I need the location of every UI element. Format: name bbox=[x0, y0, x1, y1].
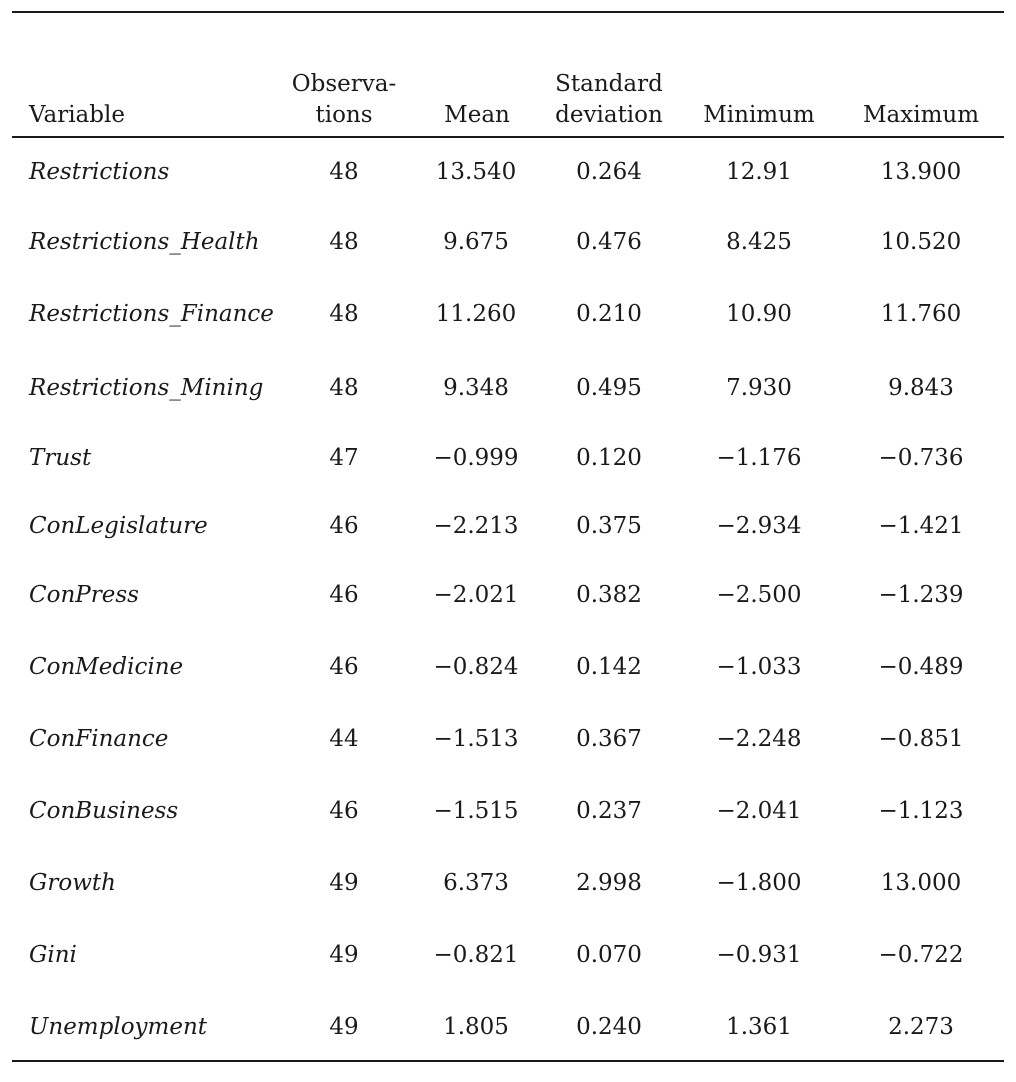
cell-sd: 0.142 bbox=[576, 654, 642, 680]
cell-sd: 0.367 bbox=[576, 726, 642, 752]
cell-variable: Restrictions_Finance bbox=[29, 301, 274, 327]
cell-variable: Restrictions_Mining bbox=[29, 375, 264, 401]
table-top-rule bbox=[12, 11, 1004, 13]
cell-max: −1.123 bbox=[878, 798, 964, 824]
cell-mean: −1.513 bbox=[433, 726, 519, 752]
header-maximum: Maximum bbox=[862, 102, 980, 128]
cell-mean: 9.348 bbox=[443, 375, 509, 401]
cell-mean: 9.675 bbox=[443, 229, 509, 255]
cell-observations: 44 bbox=[329, 726, 359, 752]
cell-min: −2.500 bbox=[716, 582, 802, 608]
header-sd-line1: Standard bbox=[555, 71, 663, 97]
cell-max: −0.851 bbox=[878, 726, 964, 752]
header-observations-line2: tions bbox=[315, 102, 373, 128]
cell-max: −0.736 bbox=[878, 445, 964, 471]
cell-variable: Restrictions bbox=[29, 159, 170, 185]
cell-variable: ConBusiness bbox=[29, 798, 179, 824]
cell-variable: Unemployment bbox=[29, 1014, 208, 1040]
cell-sd: 0.240 bbox=[576, 1014, 642, 1040]
cell-observations: 48 bbox=[329, 375, 359, 401]
cell-sd: 0.495 bbox=[576, 375, 642, 401]
cell-max: 11.760 bbox=[880, 301, 962, 327]
header-mean: Mean bbox=[444, 102, 510, 128]
cell-variable: ConLegislature bbox=[29, 513, 208, 539]
cell-observations: 46 bbox=[329, 798, 359, 824]
cell-mean: −2.021 bbox=[433, 582, 519, 608]
cell-max: 13.900 bbox=[880, 159, 962, 185]
cell-max: −0.722 bbox=[878, 942, 964, 968]
cell-mean: −0.821 bbox=[433, 942, 519, 968]
cell-observations: 47 bbox=[329, 445, 359, 471]
cell-min: −1.033 bbox=[716, 654, 802, 680]
cell-sd: 0.210 bbox=[576, 301, 642, 327]
cell-mean: 11.260 bbox=[435, 301, 517, 327]
cell-min: 7.930 bbox=[726, 375, 792, 401]
cell-observations: 49 bbox=[329, 1014, 359, 1040]
cell-sd: 0.237 bbox=[576, 798, 642, 824]
cell-sd: 0.264 bbox=[576, 159, 642, 185]
cell-max: 2.273 bbox=[888, 1014, 954, 1040]
cell-sd: 0.120 bbox=[576, 445, 642, 471]
cell-max: −1.421 bbox=[878, 513, 964, 539]
cell-variable: Restrictions_Health bbox=[29, 229, 260, 255]
header-sd-line2: deviation bbox=[555, 102, 663, 128]
cell-observations: 48 bbox=[329, 159, 359, 185]
cell-variable: ConFinance bbox=[29, 726, 169, 752]
cell-min: −1.800 bbox=[716, 870, 802, 896]
cell-min: 10.90 bbox=[726, 301, 792, 327]
cell-min: −0.931 bbox=[716, 942, 802, 968]
cell-min: 8.425 bbox=[726, 229, 792, 255]
cell-observations: 49 bbox=[329, 942, 359, 968]
cell-max: −1.239 bbox=[878, 582, 964, 608]
header-observations bbox=[274, 69, 414, 131]
cell-min: 1.361 bbox=[726, 1014, 792, 1040]
cell-variable: Trust bbox=[29, 445, 92, 471]
cell-min: 12.91 bbox=[726, 159, 792, 185]
cell-variable: ConMedicine bbox=[29, 654, 184, 680]
cell-mean: −0.824 bbox=[433, 654, 519, 680]
cell-mean: 1.805 bbox=[443, 1014, 509, 1040]
cell-mean: 13.540 bbox=[435, 159, 517, 185]
header-observations-line1: Observa- bbox=[291, 71, 397, 97]
cell-max: 10.520 bbox=[880, 229, 962, 255]
cell-variable: Gini bbox=[29, 942, 77, 968]
cell-observations: 46 bbox=[329, 582, 359, 608]
cell-min: −2.248 bbox=[716, 726, 802, 752]
cell-mean: −2.213 bbox=[433, 513, 519, 539]
cell-observations: 49 bbox=[329, 870, 359, 896]
cell-mean: −1.515 bbox=[433, 798, 519, 824]
header-minimum: Minimum bbox=[703, 102, 815, 128]
cell-max: 13.000 bbox=[880, 870, 962, 896]
cell-min: −2.934 bbox=[716, 513, 802, 539]
cell-max: −0.489 bbox=[878, 654, 964, 680]
cell-min: −2.041 bbox=[716, 798, 802, 824]
cell-sd: 2.998 bbox=[576, 870, 642, 896]
header-standard-deviation bbox=[539, 69, 679, 131]
header-variable: Variable bbox=[29, 102, 125, 128]
cell-observations: 46 bbox=[329, 654, 359, 680]
cell-max: 9.843 bbox=[888, 375, 954, 401]
cell-observations: 48 bbox=[329, 229, 359, 255]
table-bottom-rule bbox=[12, 1060, 1004, 1062]
cell-variable: Growth bbox=[29, 870, 116, 896]
cell-mean: −0.999 bbox=[433, 445, 519, 471]
cell-sd: 0.070 bbox=[576, 942, 642, 968]
cell-observations: 48 bbox=[329, 301, 359, 327]
table-header-rule bbox=[12, 136, 1004, 138]
cell-sd: 0.382 bbox=[576, 582, 642, 608]
cell-mean: 6.373 bbox=[443, 870, 509, 896]
cell-variable: ConPress bbox=[29, 582, 139, 608]
cell-min: −1.176 bbox=[716, 445, 802, 471]
cell-sd: 0.476 bbox=[576, 229, 642, 255]
cell-sd: 0.375 bbox=[576, 513, 642, 539]
cell-observations: 46 bbox=[329, 513, 359, 539]
